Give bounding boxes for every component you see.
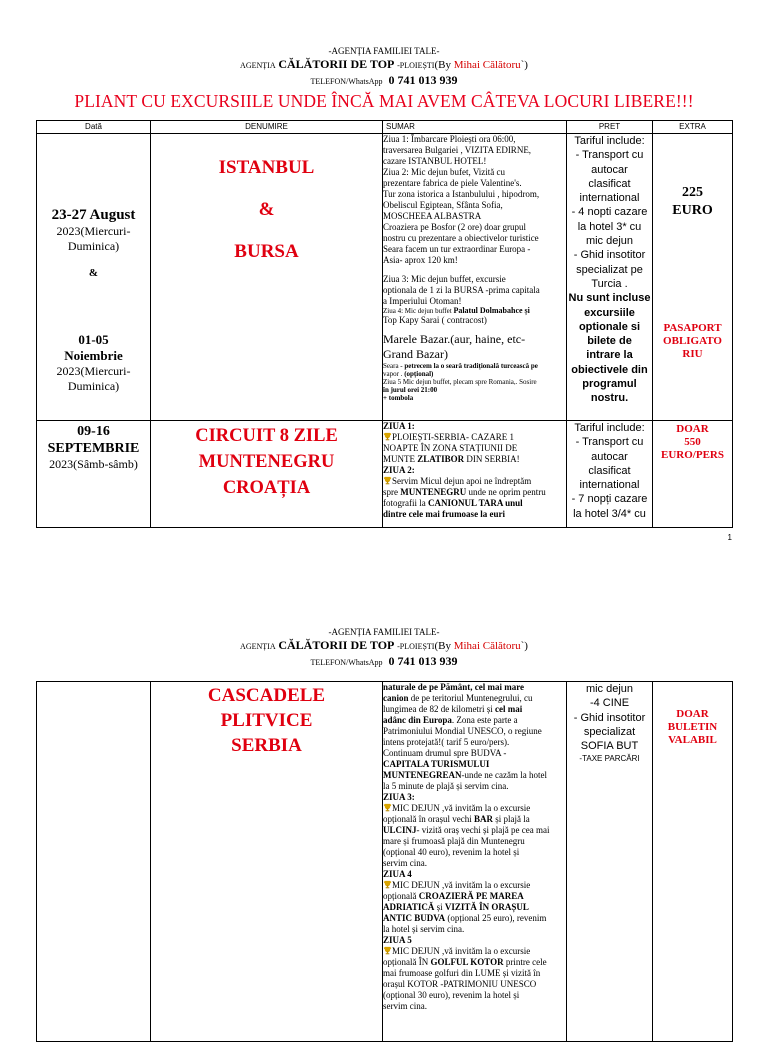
header-agentia: AGENȚIA xyxy=(240,61,276,70)
p2-date-cell xyxy=(37,682,151,1042)
summary-text: de pe teritoriul Muntenegrului, cu xyxy=(408,693,533,703)
header-by: (By xyxy=(434,59,451,71)
summary-line: ZIUA 3: xyxy=(383,792,415,802)
summary-text-bold: cel mai xyxy=(494,704,523,714)
summary-line: Continuam drumul spre BUDVA - xyxy=(383,748,507,758)
summary-line xyxy=(383,770,566,781)
summary-line: CAPITALA TURISMULUI xyxy=(383,759,490,769)
row1-date-amp: & xyxy=(88,267,99,279)
summary-text: Seara - xyxy=(383,362,403,370)
summary-text-bold: adânc din Europa xyxy=(383,715,452,725)
row1-date2-sub2: Duminica) xyxy=(67,379,120,393)
summary-text: - vizită oraș vechi și plajă pe cea mai xyxy=(416,825,550,835)
summary-line: Ziua 2: Mic dejun bufet, Vizită cu xyxy=(383,167,506,177)
row2-summary-cell xyxy=(383,421,567,528)
page-number: 1 xyxy=(727,533,732,542)
header-phone: 0 741 013 939 xyxy=(388,654,458,668)
summary-line xyxy=(383,957,566,968)
tours-table-continued xyxy=(36,681,733,1042)
summary-line xyxy=(383,913,566,924)
header-phone-line xyxy=(0,654,768,670)
row1-date2a: 01-05 xyxy=(78,332,109,347)
row2-date3: 2023(Sâmb-sâmb) xyxy=(49,457,138,471)
summary-line: NOAPTE ÎN ZONA STAȚIUNII DE xyxy=(383,443,518,453)
header-agency-name: CĂLĂTORII DE TOP xyxy=(278,638,395,652)
summary-text: printre cele xyxy=(503,957,547,967)
summary-line: optionala de 1 zi la BURSA -prima capitala xyxy=(383,285,540,295)
price-line: Tariful include: xyxy=(574,422,645,434)
price-line: SOFIA BUT xyxy=(580,740,639,753)
header-by-close: `) xyxy=(520,59,528,71)
price-line: optionale si xyxy=(578,320,641,333)
row2-date-cell xyxy=(37,421,151,528)
summary-line xyxy=(383,370,566,378)
header-agentia: AGENȚIA xyxy=(240,642,276,651)
summary-line xyxy=(383,880,566,891)
header-agency-line xyxy=(0,638,768,654)
row2-extra-cell xyxy=(653,421,733,528)
trophy-icon xyxy=(383,432,392,441)
price-line: - Transport cu xyxy=(575,436,644,449)
price-line: - Ghid insotitor xyxy=(573,249,646,262)
summary-line: mai frumoase golfuri din LUME și vizită în xyxy=(383,968,541,978)
summary-text-bold: ZLATIBOR xyxy=(417,454,465,464)
price-line: la hotel 3/4* cu xyxy=(573,507,646,520)
price-line: international xyxy=(579,479,640,492)
summary-line xyxy=(383,891,566,902)
row1-date2-sub1: 2023(Miercuri- xyxy=(56,364,131,378)
row1-name1: ISTANBUL xyxy=(218,157,315,178)
price-line: autocar xyxy=(591,163,628,176)
summary-text-bold: MUNTENEGRU xyxy=(400,487,467,497)
price-line: programul xyxy=(582,378,637,391)
summary-line: Grand Bazar) xyxy=(383,347,448,361)
row1-date1: 23-27 August xyxy=(51,207,136,223)
summary-line xyxy=(383,704,566,715)
summary-line xyxy=(383,715,566,726)
summary-line xyxy=(383,902,566,913)
summary-line: Top Kapy Sarai ( contracost) xyxy=(383,315,487,325)
summary-text: -unde ne cazăm la hotel xyxy=(461,770,547,780)
summary-text-bold: CROAZIERĂ PE MAREA xyxy=(418,891,524,901)
row1-price-currency: EURO xyxy=(672,203,713,218)
summary-line: nostru cu prezentare a obiectivelor turistice xyxy=(383,233,539,243)
summary-line: cazare ISTANBUL HOTEL! xyxy=(383,156,487,166)
summary-line: mare și frumoasă plajă din Muntenegru xyxy=(383,836,525,846)
summary-line: servim cina. xyxy=(383,1001,427,1011)
row1-extra-line: PASAPORT xyxy=(663,322,722,334)
summary-text-bold: (opțional) xyxy=(404,370,434,378)
row1-extra-line: OBLIGATO xyxy=(663,335,722,347)
price-line: - Transport cu xyxy=(575,149,644,162)
summary-line: Croaziera pe Bosfor (2 ore) doar grupul xyxy=(383,222,526,232)
summary-text-bold: Palatul Dolmabahce și xyxy=(453,306,530,315)
summary-text: lungimea de 82 de kilometri și xyxy=(383,704,495,714)
col-header-summary: SUMAR xyxy=(383,121,567,134)
row1-extra-line: RIU xyxy=(682,348,703,360)
row1-name-cell xyxy=(151,134,383,421)
summary-text: vapor . xyxy=(383,370,403,378)
summary-text: (opțional 25 euro), revenim xyxy=(445,913,547,923)
p2-name2: PLITVICE xyxy=(220,710,313,731)
summary-line xyxy=(383,362,566,370)
summary-text: DIN SERBIA! xyxy=(464,454,520,464)
price-line: la hotel 3* cu xyxy=(577,220,642,233)
price-line: specializat pe xyxy=(576,263,643,276)
row1-extra-cell xyxy=(653,134,733,421)
p2-extra-line: DOAR xyxy=(676,708,709,720)
row1-name-amp: & xyxy=(258,199,275,220)
summary-text: spre xyxy=(383,487,401,497)
row1-summary-cell xyxy=(383,134,567,421)
summary-text: MUNTE xyxy=(383,454,418,464)
summary-line: orașul KOTOR -PATRIMONIU UNESCO xyxy=(383,979,537,989)
header-phone-label: TELEFON/WhatsApp xyxy=(310,77,383,86)
header-agency-name: CĂLĂTORII DE TOP xyxy=(278,57,395,71)
p2-name-cell xyxy=(151,682,383,1042)
p2-price-cell xyxy=(567,682,653,1042)
row2-extra-line: EURO/PERS xyxy=(661,449,724,461)
trophy-icon xyxy=(383,803,392,812)
summary-text: PLOIEȘTI-SERBIA- CAZARE 1 xyxy=(392,432,514,442)
summary-text: Servim Micul dejun apoi ne îndreptăm xyxy=(392,476,532,486)
col-header-price: PRET xyxy=(567,121,653,134)
header-by: (By xyxy=(434,640,451,652)
header-author: Mihai Călătoru xyxy=(453,640,521,652)
summary-line: la 5 minute de plajă și servim cina. xyxy=(383,781,509,791)
price-line: - Ghid insotitor xyxy=(573,711,646,724)
table-row xyxy=(37,421,733,528)
trophy-icon xyxy=(383,880,392,889)
col-header-name: DENUMIRE xyxy=(151,121,383,134)
summary-line: (opțional 40 euro), revenim la hotel și xyxy=(383,847,520,857)
page-title: PLIANT CU EXCURSIILE UNDE ÎNCĂ MAI AVEM CÂTEVA LOCURI LIBERE!!! xyxy=(74,91,694,111)
p2-name3: SERBIA xyxy=(231,735,302,756)
summary-line xyxy=(383,814,566,825)
summary-line: Tur zona istorica a Istanbulului , hipodrom, xyxy=(383,189,540,199)
row1-price-value: 225 xyxy=(682,185,703,200)
summary-text: Ziua 4: Mic dejun buffet xyxy=(383,307,452,315)
p2-extra-line: BULETIN xyxy=(667,721,718,733)
summary-line xyxy=(383,476,566,487)
summary-line: Marele Bazar.(aur, haine, etc- xyxy=(383,332,526,346)
page-header xyxy=(0,46,768,89)
price-line: - 7 nopți cazare xyxy=(571,493,648,506)
summary-line: la hotel și servim cina. xyxy=(383,924,465,934)
price-line: -4 CINE xyxy=(589,697,630,710)
row2-extra-line: 550 xyxy=(684,436,701,448)
header-phone: 0 741 013 939 xyxy=(388,73,458,87)
price-line: specializat xyxy=(583,725,636,738)
summary-line xyxy=(383,307,566,315)
price-line: nostru. xyxy=(590,392,629,405)
summary-text-bold: MUNTENEGREAN xyxy=(383,770,462,780)
summary-text: unde ne oprim pentru xyxy=(466,487,546,497)
summary-line: ZIUA 5 xyxy=(383,935,412,945)
summary-text: MIC DEJUN ,vă invităm la o excursie xyxy=(392,880,531,890)
summary-text-bold: CANIONUL TARA unul xyxy=(427,498,523,508)
header-city: -PLOIEȘTI xyxy=(397,61,435,70)
summary-line: servim cina. xyxy=(383,858,427,868)
row1-date2b: Noiembrie xyxy=(64,348,123,363)
summary-text-bold: VIZITĂ ÎN ORAȘUL xyxy=(444,902,529,912)
summary-line: naturale de pe Pământ, cel mai mare xyxy=(383,682,525,692)
p2-extra-line: VALABIL xyxy=(668,734,717,746)
summary-text: fotografii la xyxy=(383,498,428,508)
p2-summary-cell xyxy=(383,682,567,1042)
summary-line: traversarea Bulgariei , VIZITA EDIRNE, xyxy=(383,145,532,155)
summary-text: MIC DEJUN ,vă invităm la o excursie xyxy=(392,803,531,813)
price-line: bilete de xyxy=(587,335,632,348)
header-author: Mihai Călătoru xyxy=(453,59,521,71)
summary-line xyxy=(383,498,566,509)
summary-text: . Zona este parte a xyxy=(451,715,518,725)
trophy-icon xyxy=(383,476,392,485)
price-line: - 4 nopti cazare xyxy=(571,206,648,219)
header-by-close: `) xyxy=(520,640,528,652)
price-line: obiectivele din xyxy=(571,363,648,376)
row2-extra-line: DOAR xyxy=(676,423,709,435)
row2-name1: CIRCUIT 8 ZILE xyxy=(195,426,338,446)
price-line: Tariful include: xyxy=(574,135,645,147)
summary-line xyxy=(383,803,566,814)
summary-text-bold: GOLFUL KOTOR xyxy=(430,957,504,967)
summary-line: Ziua 5 Mic dejun buffet, plecam spre Romania,. Sosire xyxy=(383,378,537,386)
summary-line xyxy=(383,693,566,704)
summary-text-bold: canion xyxy=(383,693,409,703)
summary-line: a Imperiului Otoman! xyxy=(383,296,462,306)
summary-line xyxy=(383,946,566,957)
summary-text-bold: BAR xyxy=(473,814,493,824)
row1-price-cell xyxy=(567,134,653,421)
summary-text-bold: petrecem la o seară tradițională turcească pe xyxy=(404,362,538,370)
summary-line xyxy=(383,454,566,465)
summary-line: Asia- aprox 120 km! xyxy=(383,255,458,265)
price-line: international xyxy=(579,192,640,205)
summary-text: și xyxy=(434,902,445,912)
summary-line: MOSCHEEA ALBASTRA xyxy=(383,211,482,221)
header-phone-line xyxy=(0,73,768,89)
summary-text: MIC DEJUN ,vă invităm la o excursie xyxy=(392,946,531,956)
summary-text-bold: ULCINJ xyxy=(383,825,417,835)
summary-line: Ziua 1: Îmbarcare Ploiești ora 06:00, xyxy=(383,134,516,144)
row2-name-cell xyxy=(151,421,383,528)
price-line: mic dejun xyxy=(585,683,634,695)
price-line: clasificat xyxy=(588,177,631,190)
price-line: Nu sunt incluse xyxy=(568,292,651,305)
price-line: intrare la xyxy=(586,349,633,362)
row2-name2: MUNTENEGRU xyxy=(198,452,335,472)
summary-text-bold: ADRIATICĂ xyxy=(383,902,435,912)
price-line: mic dejun xyxy=(585,235,634,248)
summary-line xyxy=(383,487,566,498)
summary-text-bold: ANTIC BUDVA xyxy=(383,913,446,923)
summary-line: prezentare fabrica de piele Valentine's. xyxy=(383,178,522,188)
row1-date-cell xyxy=(37,134,151,421)
summary-line: ZIUA 2: xyxy=(383,465,415,475)
summary-text: și plajă la xyxy=(493,814,530,824)
price-line: autocar xyxy=(591,450,628,463)
p2-name1: CASCADELE xyxy=(207,685,326,706)
tours-table xyxy=(36,120,733,528)
price-line: Turcia . xyxy=(591,277,628,290)
summary-line: Patrimoniului Mondial UNESCO, o regiune xyxy=(383,726,542,736)
price-line: clasificat xyxy=(588,464,631,477)
row1-date1-sub2: Duminica) xyxy=(67,239,120,253)
page-header xyxy=(0,627,768,670)
summary-line: Ziua 3: Mic dejun buffet, excursie xyxy=(383,274,506,284)
col-header-date: Dată xyxy=(37,121,151,134)
col-header-extra: EXTRA xyxy=(653,121,733,134)
price-line: -TAXE PARCĂRI xyxy=(579,754,640,764)
price-line: excursiile xyxy=(584,306,635,319)
summary-text: opțională în orașul vechi xyxy=(383,814,474,824)
trophy-icon xyxy=(383,946,392,955)
row1-name2: BURSA xyxy=(234,241,299,262)
table-row xyxy=(37,682,733,1042)
summary-line: (opțional 30 euro), revenim la hotel și xyxy=(383,990,520,1000)
summary-line xyxy=(383,825,566,836)
row2-name3: CROAȚIA xyxy=(222,478,311,498)
header-city: -PLOIEȘTI xyxy=(397,642,435,651)
summary-line: Obeliscul Egiptean, Sfânta Sofia, xyxy=(383,200,503,210)
header-tagline: -AGENȚIA FAMILIEI TALE- xyxy=(328,46,440,56)
summary-line: ZIUA 4 xyxy=(383,869,412,879)
header-tagline: -AGENȚIA FAMILIEI TALE- xyxy=(328,627,440,637)
summary-line xyxy=(383,432,566,443)
summary-line: Seara facem un tur extraordinar Europa - xyxy=(383,244,531,254)
summary-line: intens protejată!( tarif 5 euro/pers). xyxy=(383,737,510,747)
row2-date2: SEPTEMBRIE xyxy=(47,441,140,456)
summary-line: în jurul orei 21:00 xyxy=(383,386,438,394)
row1-date1-sub1: 2023(Miercuri- xyxy=(56,224,131,238)
table-header-row xyxy=(37,121,733,134)
header-agency-line xyxy=(0,57,768,73)
p2-extra-cell xyxy=(653,682,733,1042)
summary-line: ZIUA 1: xyxy=(383,421,415,431)
row2-price-cell xyxy=(567,421,653,528)
header-phone-label: TELEFON/WhatsApp xyxy=(310,658,383,667)
table-row xyxy=(37,134,733,421)
row2-date1: 09-16 xyxy=(77,424,110,439)
summary-line: + tombola xyxy=(383,394,414,402)
summary-text: opțională xyxy=(383,891,419,901)
summary-text: opțională ÎN xyxy=(383,957,431,967)
summary-line: dintre cele mai frumoase la euri xyxy=(383,509,506,519)
